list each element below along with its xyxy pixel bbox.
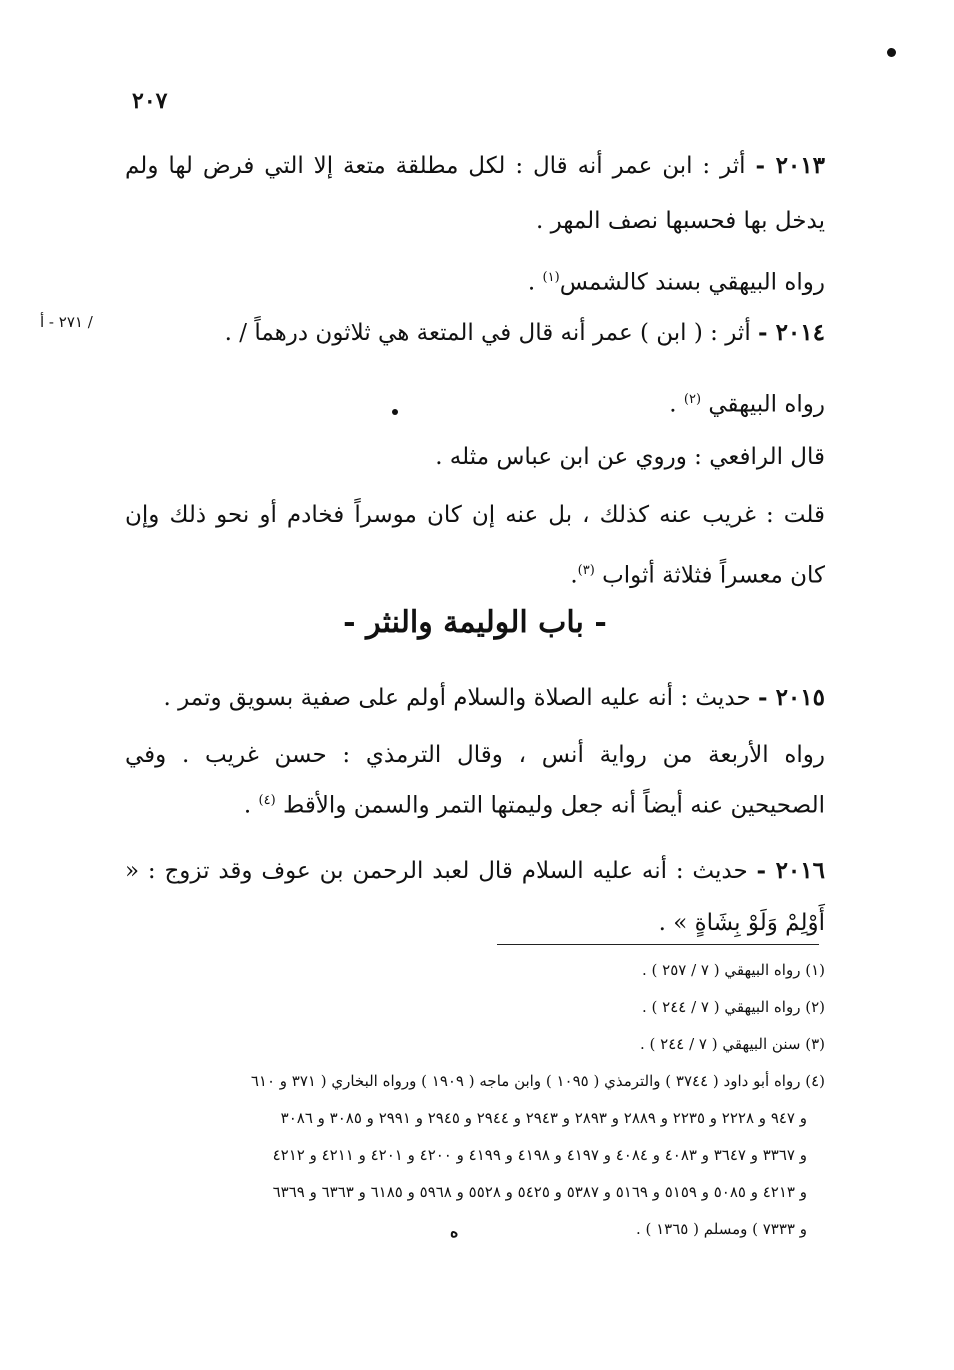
page-number: ٢٠٧ <box>132 88 168 114</box>
footnote-ref: (١) <box>542 270 560 285</box>
entry-text: حديث : أنه عليه الصلاة والسلام أولم على صفية بسويق وتمر . <box>163 685 759 711</box>
section-heading: - باب الوليمة والنثر - <box>343 605 607 640</box>
footnote-4-line-5: و ٧٣٣٣ ) ومسلم ( ١٣٦٥ ) . <box>635 1220 807 1238</box>
punctuation: . <box>570 562 578 589</box>
entry-2013 <box>125 138 825 249</box>
entry-2015 <box>125 670 825 726</box>
entry-text: رواه الأربعة من رواية أنس ، وقال الترمذي : حسن غريب . وفي الصحيحين عنه أيضاً أنه جعل وليمتها التمر والسمن والأقط <box>125 742 825 819</box>
entry-2016 <box>125 845 825 949</box>
entry-number: ٢٠١٤ - <box>758 319 825 346</box>
signature-mark: ه <box>450 1222 459 1241</box>
author-comment <box>125 488 825 604</box>
footnotes <box>125 952 825 1248</box>
entry-text: أثر : ابن عمر أنه قال : لكل مطلقة متعة إلا التي فرض لها ولم يدخل بها فحسبها نصف المهر . <box>125 153 825 234</box>
source-paragraph <box>125 732 825 829</box>
source-text: رواه البيهقي بسند كالشمس <box>559 269 825 296</box>
footnote-4-line-4: و ٤٢١٣ و ٥٠٨٥ و ٥١٥٩ و ٥١٦٩ و ٥٣٨٧ و ٥٤٢٥ و ٥٥٢٨ و ٥٩٦٨ و ٦١٨٥ و ٦٣٦٣ و ٦٣٦٩ <box>272 1183 807 1201</box>
footnote-4-line-1: (٤) رواه أبو داود ( ٣٧٤٤ ) والترمذي ( ١٠٩٥ ) وابن ماجه ( ١٩٠٩ ) ورواه البخاري ( ٣٧١ و ٦١٠ <box>250 1072 825 1090</box>
entry-number: ٢٠١٥ - <box>758 684 825 711</box>
footnote-3: (٣) سنن البيهقي ( ٧ / ٢٤٤ ) . <box>640 1035 825 1053</box>
footnote-ref: (٤) <box>258 793 276 808</box>
rafii-line <box>125 430 825 485</box>
punctuation: . <box>243 792 259 819</box>
source-line <box>125 372 825 433</box>
entry-text: حديث : أنه عليه السلام قال لعبد الرحمن بن عوف وقد تزوج : « أَوْلِمْ وَلَوْ بِشَاةٍ » . <box>125 858 825 936</box>
entry-text: قال الرافعي : وروي عن ابن عباس مثله . <box>435 444 825 470</box>
source-line <box>125 250 825 311</box>
entry-text: قلت : غريب عنه كذلك ، بل عنه إن كان موسراً فخادم أو نحو ذلك وإن كان معسراً فثلاثة أثواب <box>125 502 825 589</box>
punctuation: . <box>527 269 543 296</box>
footnote-4-line-3: و ٣٣٦٧ و ٣٦٤٧ و ٤٠٨٣ و ٤٠٨٤ و ٤١٩٧ و ٤١٩٨ و ٤١٩٩ و ٤٢٠٠ و ٤٢٠١ و ٤٢١١ و ٤٢١٢ <box>272 1146 807 1164</box>
footnote-ref: (٢) <box>683 392 702 407</box>
margin-folio-note: / ٢٧١ - أ <box>40 313 93 331</box>
footnote-4-line-2: و ٩٤٧ و ٢٢٢٨ و ٢٢٣٥ و ٢٨٨٩ و ٢٨٩٣ و ٢٩٤٣ و ٢٩٤٤ و ٢٩٤٥ و ٢٩٩١ و ٣٠٨٥ و ٣٠٨٦ <box>280 1109 807 1127</box>
entry-number: ٢٠١٣ - <box>755 152 825 179</box>
ink-dot <box>887 48 896 57</box>
punctuation: . <box>669 391 684 418</box>
footnote-1: (١) رواه البيهقي ( ٧ / ٢٥٧ ) . <box>642 961 825 979</box>
entry-2014 <box>125 305 825 361</box>
entry-number: ٢٠١٦ - <box>756 857 825 884</box>
footnote-separator <box>497 944 819 945</box>
footnote-ref: (٣) <box>577 563 595 578</box>
entry-text: أثر : ( ابن ) عمر أنه قال في المتعة هي ثلاثون درهماً / . <box>224 320 759 346</box>
source-text: رواه البيهقي <box>701 391 825 418</box>
footnote-2: (٢) رواه البيهقي ( ٧ / ٢٤٤ ) . <box>642 998 825 1016</box>
